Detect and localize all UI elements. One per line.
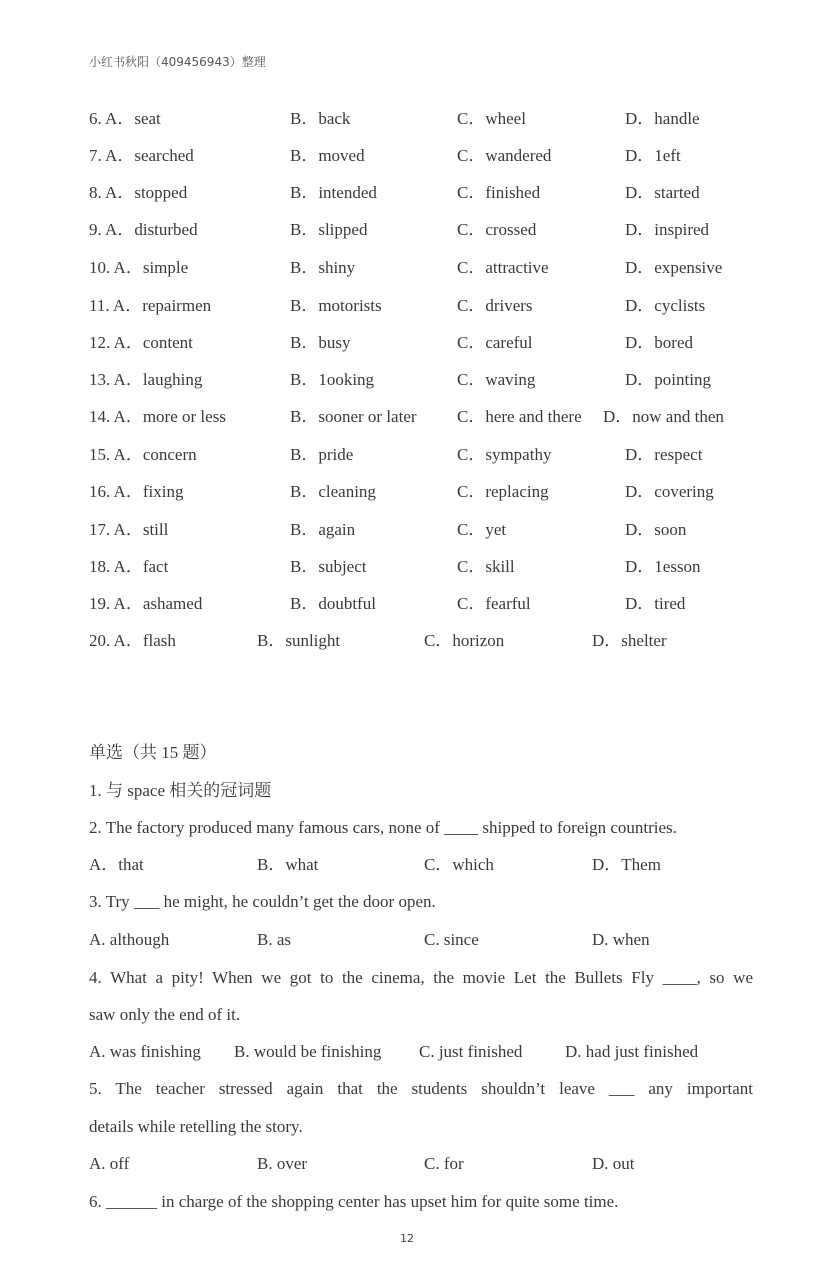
choice-d: D．tired <box>625 594 686 613</box>
section-title: 单选（共 15 题） <box>89 743 217 762</box>
choice-c: C．drivers <box>457 296 533 315</box>
choice-c: C．wandered <box>457 146 552 165</box>
choice-d: D．bored <box>625 333 693 352</box>
choice-b: B．1ooking <box>290 370 375 389</box>
choice-row-16 <box>89 480 769 504</box>
question-4-line-2: saw only the end of it. <box>89 1005 241 1024</box>
choice-b: B．moved <box>290 146 365 165</box>
choice-a: 13. A．laughing <box>89 370 203 389</box>
choice-d: D．1esson <box>625 557 701 576</box>
choice-d: D．pointing <box>625 370 711 389</box>
choice-a: 16. A．fixing <box>89 482 184 501</box>
option-a: A. off <box>89 1154 130 1173</box>
choice-a: 18. A．fact <box>89 557 169 576</box>
choice-row-6 <box>89 107 769 131</box>
choice-c: C．attractive <box>457 258 549 277</box>
question-3: 3. Try ___ he might, he couldn’t get the door open. <box>89 892 436 911</box>
choice-row-14 <box>89 405 769 429</box>
option-a: A．that <box>89 855 144 874</box>
choice-b: B．busy <box>290 333 351 352</box>
choice-c: C．yet <box>457 520 507 539</box>
option-d: D. out <box>592 1154 635 1173</box>
choice-a: 12. A．content <box>89 333 193 352</box>
option-c: C. just finished <box>419 1042 523 1061</box>
option-a: A. was finishing <box>89 1042 201 1061</box>
choice-d: D．covering <box>625 482 714 501</box>
choice-b: B．sunlight <box>257 631 341 650</box>
question-2-options <box>89 853 769 877</box>
choice-b: B．pride <box>290 445 354 464</box>
choice-row-11 <box>89 294 769 318</box>
question-3-options <box>89 928 769 952</box>
choice-b: B．back <box>290 109 351 128</box>
option-d: D. had just finished <box>565 1042 699 1061</box>
option-a: A. although <box>89 930 170 949</box>
page-header: 小红书秋阳（409456943）整理 <box>89 55 266 69</box>
choice-c: C．replacing <box>457 482 549 501</box>
choice-b: B．sooner or later <box>290 407 417 426</box>
choice-d: D．cyclists <box>625 296 706 315</box>
choice-c: C．wheel <box>457 109 526 128</box>
choice-row-7 <box>89 144 769 168</box>
option-b: B. over <box>257 1154 308 1173</box>
choice-a: 17. A．still <box>89 520 169 539</box>
choice-row-8 <box>89 181 769 205</box>
choice-d: D．1eft <box>625 146 681 165</box>
choice-d: D．started <box>625 183 700 202</box>
option-b: B. as <box>257 930 291 949</box>
choice-b: B．motorists <box>290 296 382 315</box>
choice-c: C．fearful <box>457 594 531 613</box>
page-number: 12 <box>400 1232 414 1245</box>
choice-a: 20. A．flash <box>89 631 176 650</box>
choice-a: 11. A．repairmen <box>89 296 212 315</box>
choice-a: 9. A．disturbed <box>89 220 198 239</box>
choice-row-10 <box>89 256 769 280</box>
option-d: D. when <box>592 930 650 949</box>
choice-row-15 <box>89 443 769 467</box>
choice-d: D．handle <box>625 109 700 128</box>
choice-d: D．expensive <box>625 258 723 277</box>
choice-a: 7. A．searched <box>89 146 194 165</box>
choice-c: C．sympathy <box>457 445 552 464</box>
choice-c: C．finished <box>457 183 541 202</box>
option-c: C．which <box>424 855 494 874</box>
choice-c: C．waving <box>457 370 536 389</box>
choice-d: D．inspired <box>625 220 710 239</box>
choice-row-9 <box>89 218 769 242</box>
choice-b: B．again <box>290 520 356 539</box>
choice-a: 8. A．stopped <box>89 183 188 202</box>
question-5-line-1: 5. The teacher stressed again that the students shouldn’t leave ___ any important <box>89 1079 753 1098</box>
option-c: C. since <box>424 930 479 949</box>
choice-row-13 <box>89 368 769 392</box>
choice-b: B．shiny <box>290 258 356 277</box>
choice-c: C．careful <box>457 333 533 352</box>
choice-c: C．crossed <box>457 220 537 239</box>
choice-c: C．here and there <box>457 407 582 426</box>
choice-row-17 <box>89 518 769 542</box>
question-4-options <box>89 1040 769 1064</box>
choice-row-12 <box>89 331 769 355</box>
option-b: B. would be finishing <box>234 1042 382 1061</box>
choice-a: 6. A．seat <box>89 109 161 128</box>
choice-b: B．subject <box>290 557 367 576</box>
question-6: 6. ______ in charge of the shopping center has upset him for quite some time. <box>89 1192 619 1211</box>
question-5-line-2: details while retelling the story. <box>89 1117 303 1136</box>
question-2: 2. The factory produced many famous cars, none of ____ shipped to foreign countries. <box>89 818 677 837</box>
choice-d: D．shelter <box>592 631 667 650</box>
question-5-options <box>89 1152 769 1176</box>
choice-d: D．respect <box>625 445 703 464</box>
choice-row-20 <box>89 629 769 653</box>
choice-a: 15. A．concern <box>89 445 197 464</box>
choice-b: B．intended <box>290 183 377 202</box>
question-4-line-1: 4. What a pity! When we got to the cinema, the movie Let the Bullets Fly ____, so we <box>89 968 753 987</box>
choice-b: B．slipped <box>290 220 368 239</box>
choice-d: D．soon <box>625 520 687 539</box>
choice-c: C．skill <box>457 557 515 576</box>
choice-b: B．cleaning <box>290 482 376 501</box>
choice-row-18 <box>89 555 769 579</box>
choice-d: D．now and then <box>603 407 724 426</box>
choice-a: 19. A．ashamed <box>89 594 203 613</box>
option-b: B．what <box>257 855 319 874</box>
option-d: D．Them <box>592 855 661 874</box>
option-c: C. for <box>424 1154 464 1173</box>
choice-a: 10. A．simple <box>89 258 189 277</box>
question-1: 1. 与 space 相关的冠词题 <box>89 781 272 800</box>
choice-b: B．doubtful <box>290 594 376 613</box>
choice-a: 14. A．more or less <box>89 407 226 426</box>
choice-c: C．horizon <box>424 631 505 650</box>
choice-row-19 <box>89 592 769 616</box>
